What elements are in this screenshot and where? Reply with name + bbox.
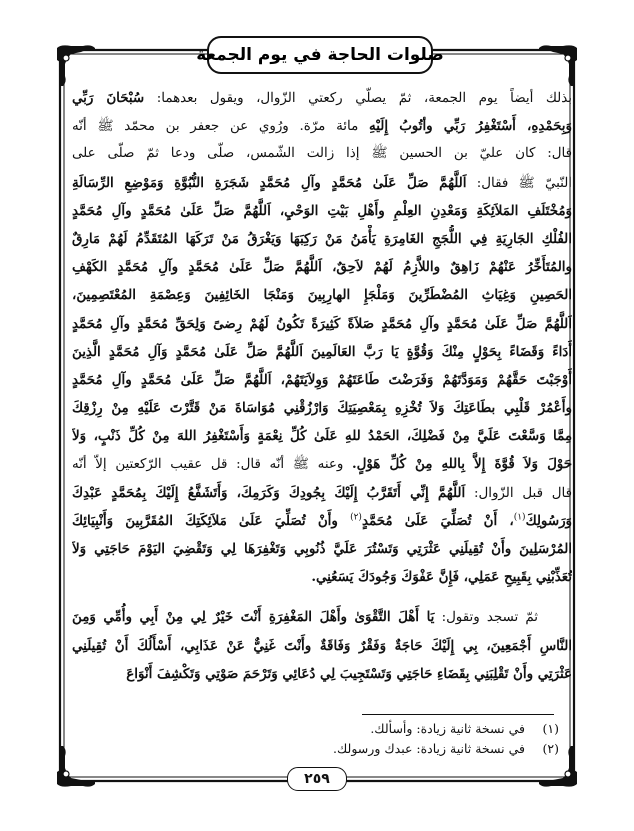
header-title-cartouche [196, 36, 444, 74]
narrative-text: قال قبل الزّوال: [465, 485, 572, 501]
page-number: ٢٥٩ [304, 771, 330, 787]
footnote-separator [362, 714, 554, 715]
text-line [72, 253, 572, 281]
text-line [72, 281, 572, 309]
prayer-text: ، أَنْ تُصَلِّيَ عَلَىٰ مُحَمَّدٍ [361, 512, 514, 529]
text-line [72, 366, 572, 394]
text-line [72, 310, 572, 338]
narrative-text: ثمّ تسجد وتقول: [434, 610, 538, 626]
footnote-text: في نسخة ثانية زيادة: وأسألك. [370, 721, 525, 736]
text-line [72, 507, 572, 535]
prayer-text: أَوْجَبْتَ حَقَّهُمْ وَمَوَدَّتَهُمْ وَفَرَضْتَ طَاعَتَهُمْ وَوِلاَيَتَهُمْ، اَللَّهُمَّ صَلِّ عَلَىٰ مُحَمَّدٍ وآلِ مُحَمَّدٍ [72, 371, 572, 388]
footnote-number: (٢) [542, 741, 559, 756]
body-text [72, 84, 572, 688]
prayer-text: الحَصِينِ وَغِيَاثِ المُضْطَرِّينَ وَمَلْجَإِ الهارِبِينَ وَمَنْجَا الخَائِفِينَ وَعِصْمَةِ المُعْتَصِمِينَ، [72, 287, 572, 304]
prayer-text: وَمُخْتَلَفِ المَلاَئِكَةِ وَمَعْدِنِ العِلْمِ وأَهْلِ بَيْتِ الوَحْيِ، اَللَّهُمَّ صَلِّ عَلَىٰ مُحَمَّدٍ وآلِ مُحَمَّدٍ [72, 202, 572, 219]
text-line [72, 563, 572, 591]
prayer-text: عَثْرَتِي وأَنْ تَقْلِبَنِي بِقَضَاءِ حَاجَتِي وَتَسْتَجِيبَ لِي دُعَائِي وَتَرْحَمَ صَوْتِي وَتَكْشِفَ أَنْوَاعَ [126, 665, 572, 682]
prayer-text: الفُلْكِ الجَارِيَةِ فِي اللُّجَجِ الغَامِرَةِ يَأْمَنُ مَنْ رَكِبَهَا وَيَغْرَقُ مَنْ تَرَكَهَا المُتَقَدِّمُ لَهُمْ مَارِقٌ [72, 230, 572, 247]
text-line [72, 140, 572, 168]
footnote-marker: (١) [513, 512, 526, 523]
prayer-text: والمُتَأَخِّرُ عَنْهُمْ زَاهِقٌ واللاَّزِمُ لَهُمْ لاَحِقٌ، اَللَّهُمَّ صَلِّ عَلَىٰ مُحَمَّدٍ وآلِ مُحَمَّدٍ الكَهْفِ [72, 259, 572, 276]
prayer-text: وَبِحَمْدِهِ، أَسْتَغْفِرُ رَبِّي وأتُوبُ إِلَيْهِ [369, 118, 572, 135]
text-line [72, 197, 572, 225]
text-line [72, 169, 572, 197]
narrative-text: قال: كان عليّ بن الحسين ﷺ إذا زالت الشّمس، صلّى ودعا ثمّ صلّى على [72, 146, 572, 162]
narrative-text: النّبيّ ﷺ فقال: [466, 175, 572, 191]
text-line [72, 660, 572, 688]
text-line [72, 422, 572, 450]
corner-ornament-top-left [57, 45, 95, 86]
narrative-text: وعنه ﷺ أنّه قال: قل عقيب الرّكعتين إلاّ أنّه [72, 457, 352, 473]
text-line [72, 479, 572, 507]
narrative-text: مائة مرّة. ورُوي عن جعفر بن محمّد ﷺ أنّه [72, 119, 370, 135]
text-line [72, 603, 572, 631]
text-line [72, 112, 572, 140]
page-number-cartouche [287, 767, 347, 791]
text-line [72, 394, 572, 422]
prayer-text: وأَعْمُرْ قَلْبِي بطَاعَتِكَ وَلاَ تُخْزِهِ بِمَعْصِيَتِكَ وَارْزُقْنِي مُوَاسَاةَ مَنْ قَتَّرْتَ عَلَيْهِ مِنْ رِزْقِكَ [72, 400, 572, 417]
footnote [333, 719, 559, 739]
text-line [72, 450, 572, 478]
page-title: صلوات الحاجة في يوم الجمعة [196, 45, 444, 65]
prayer-text: اَللَّهُمَّ صَلِّ عَلَىٰ مُحَمَّدٍ وآلِ مُحَمَّدٍ صَلاَةً كَثِيرَةً تَكُونُ لَهُمْ رِضىً وَلِحَقِّ مُحَمَّدٍ وآلِ مُحَمَّدٍ [72, 315, 572, 332]
prayer-text: المُرْسَلِينَ وأَنْ تُقِيلَنِي عَثْرَتِي وَتَسْتُرَ عَلَيَّ ذُنُوبِي وَتَغْفِرَهَا لِي وَتَقْضِيَ اليَوْمَ حَاجَتِي وَلاَ [72, 541, 572, 557]
corner-ornament-top-right [539, 45, 577, 86]
paragraph-2 [72, 603, 572, 688]
footnote-marker: (٢) [350, 512, 362, 523]
prayer-text: وأَنْ تُصَلِّيَ عَلَىٰ مَلاَئِكَتِكَ المُقَرَّبِينَ وَأَنْبِيَائِكَ [72, 512, 351, 529]
prayer-text: مِمَّا وَسَّعْتَ عَلَيَّ مِنْ فَضْلِكَ، الحَمْدُ للهِ عَلَىٰ كُلِّ نِعْمَةٍ وَأَسْتَغْفِرُ اللهَ مِنْ كُلِّ ذَنْبٍ، وَلاَ [72, 428, 572, 445]
footnote [333, 739, 559, 759]
text-line [72, 338, 572, 366]
paragraph-1 [72, 84, 572, 591]
prayer-text: اَللَّهُمَّ صَلِّ عَلَىٰ مُحَمَّدٍ وآلِ مُحَمَّدٍ شَجَرَةِ النُّبُوَّةِ وَمَوْضِعِ الرِّسَالَةِ [72, 174, 467, 191]
text-line [72, 632, 572, 660]
prayer-text: النَّاسِ أَجْمَعِينَ، بِي إِلَيْكَ حَاجَةٌ وَفَقْرٌ وَفَاقَةٌ وأَنْتَ غَنِيٌّ عَنْ عَذَابِي، أَسْأَلُكَ أَنْ تُقِيلَنِي [72, 637, 572, 654]
footnotes [333, 719, 559, 759]
prayer-text: حَوْلَ وَلاَ قُوَّةَ إِلاَّ بِاللهِ مِنْ كُلِّ هَوْلٍ. [352, 456, 572, 473]
text-line [72, 225, 572, 253]
prayer-text: تُعَذِّبْنِي بِقَبِيحِ عَمَلِي، فَإِنَّ عَفْوَكَ وَجُودَكَ يَسَعُنِي. [311, 569, 572, 586]
text-line [72, 535, 572, 563]
paragraph-gap [72, 591, 572, 603]
footnote-text: في نسخة ثانية زيادة: عبدك ورسولك. [333, 741, 525, 756]
prayer-text: سُبْحَانَ رَبِّي [72, 90, 145, 106]
prayer-text: اَللَّهُمَّ إِنِّي أَتَقَرَّبُ إِلَيْكَ بِجُودِكَ وَكَرَمِكَ، وَأَتَشَفَّعُ إِلَيْكَ بِمُحَمَّدٍ عَبْدِكَ [72, 484, 466, 501]
prayer-text: وَرَسُولِكَ [525, 512, 572, 529]
footnote-number: (١) [542, 721, 559, 736]
prayer-text: أَدَاءً وَقَضَاءً بِحَوْلٍ مِنْكَ وَقُوَّةٍ يَا رَبَّ العَالَمِينَ اَللَّهُمَّ صَلِّ عَلَىٰ مُحَمَّدٍ وَآلِ مُحَمَّدٍ الَّذِينَ [72, 343, 572, 360]
prayer-text: يَا أَهْلَ التَّقْوَىٰ وأَهْلَ المَغْفِرَةِ أَنْتَ خَيْرٌ لِي مِنْ أَبِي وأُمِّي وَمِنَ [72, 609, 435, 626]
narrative-text: بذلك أيضاً يوم الجمعة، ثمّ يصلّي ركعتي الزّوال، ويقول بعدهما: [144, 91, 572, 106]
text-line [72, 84, 572, 112]
